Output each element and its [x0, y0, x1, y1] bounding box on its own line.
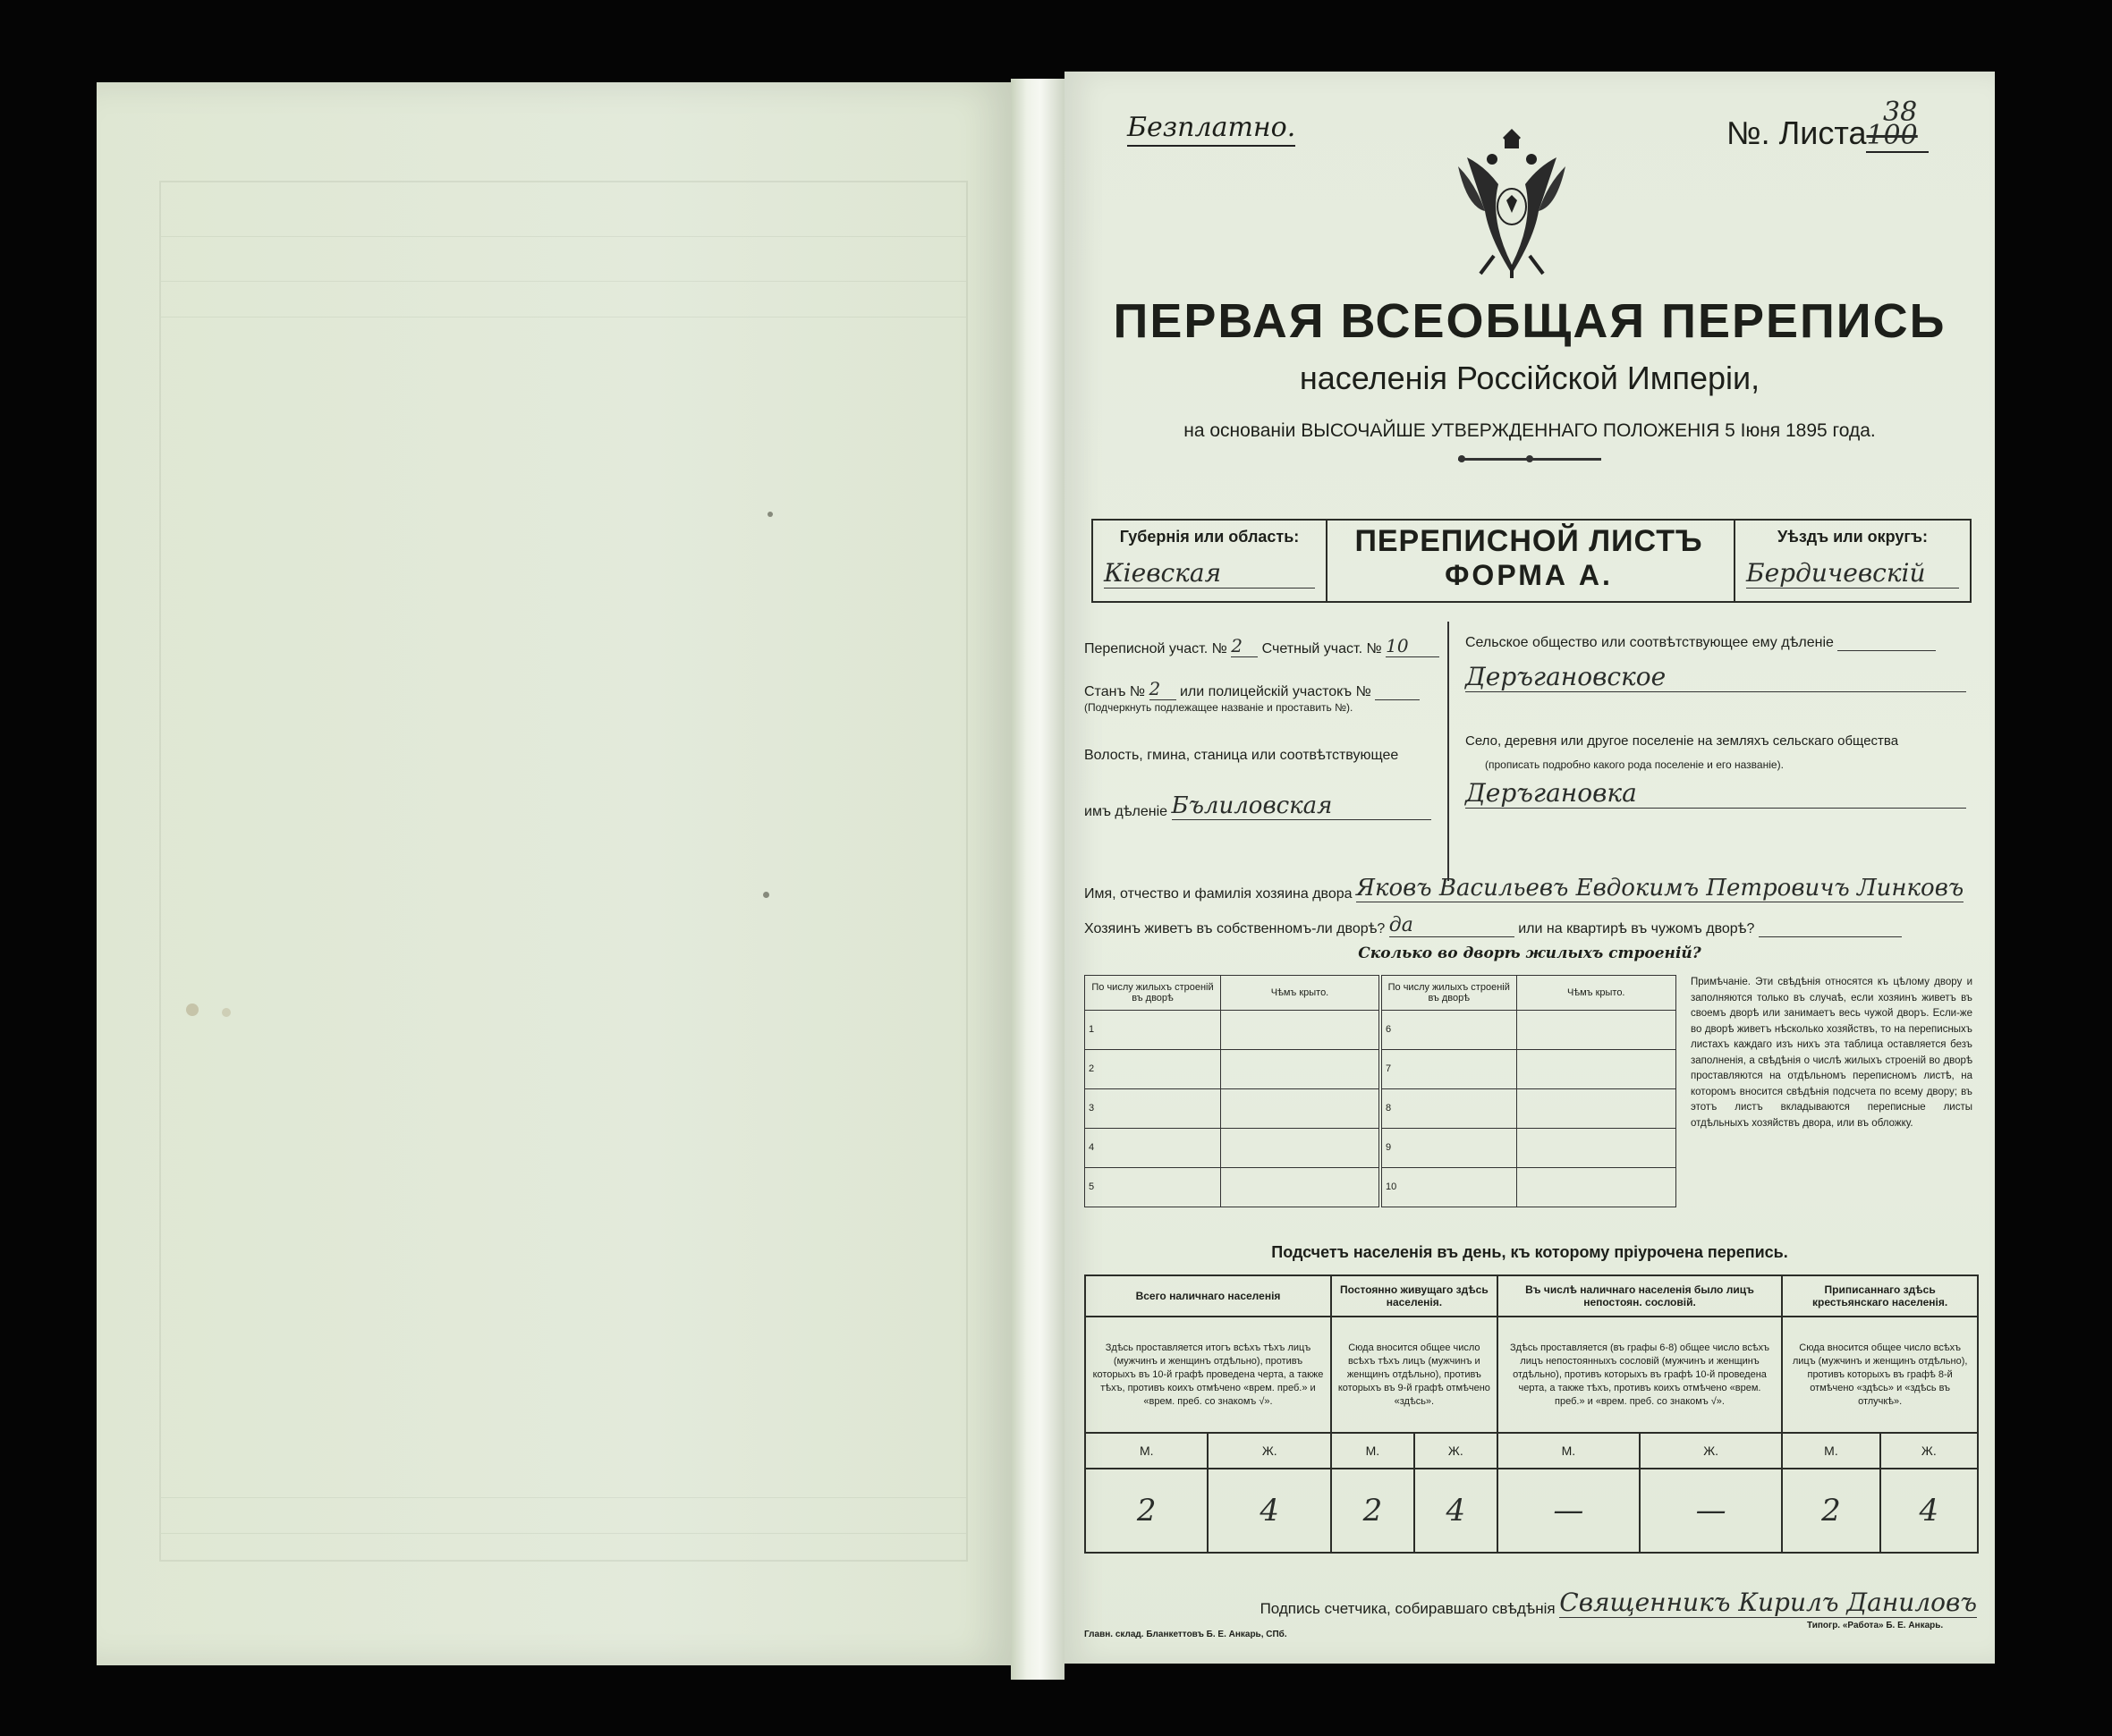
bleed-line	[161, 236, 966, 237]
police-district-label: или полицейскій участокъ №	[1179, 684, 1371, 699]
female-label: Ж.	[1640, 1433, 1782, 1469]
form-subtitle: населенія Россійской Имперіи,	[1299, 360, 1760, 396]
count-female-value: 4	[1880, 1469, 1978, 1553]
gubernia-label: Губернія или область:	[1119, 528, 1300, 546]
roof-cell	[1221, 1088, 1380, 1128]
sheet-number-label: №. Листа	[1726, 114, 1867, 151]
police-district-blank	[1375, 699, 1420, 700]
count-col-description: Сюда вносится общее число всѣхъ тѣхъ лицъ (мужчинъ и женщинъ отдѣльно), противъ которыхъ въ 9-й графѣ отмѣчено «здѣсь».	[1331, 1317, 1497, 1433]
free-label: Безплатно.	[1127, 112, 1295, 147]
sheet-number-handwritten: 38	[1883, 97, 1918, 128]
form-main-title: ПЕРВАЯ ВСЕОБЩАЯ ПЕРЕПИСЬ	[1113, 294, 1947, 348]
paper-stain	[186, 1003, 199, 1016]
field-divider	[1447, 622, 1449, 881]
census-sheet-label: ПЕРЕПИСНОЙ ЛИСТЪ	[1354, 524, 1703, 558]
col-roof-header: Чѣмъ крыто.	[1221, 976, 1380, 1011]
bleed-line	[161, 1533, 966, 1534]
count-col-description: Здѣсь проставляется итогъ всѣхъ тѣхъ лицъ (мужчинъ и женщинъ отдѣльно), противъ которыхъ въ 10-й графѣ проведена черта, а также тѣхъ, противъ коихъ отмѣчено «врем. преб.» и «врем. преб. со знакомъ √».	[1085, 1317, 1331, 1433]
imperial-eagle-emblem	[1449, 122, 1574, 283]
bleed-line	[161, 1497, 966, 1498]
census-district-value: 2	[1231, 635, 1258, 657]
male-label: М.	[1331, 1433, 1414, 1469]
count-male-value: —	[1497, 1469, 1640, 1553]
volost-label-2: имъ дѣленіе	[1084, 804, 1168, 819]
count-values-row	[1085, 1469, 1978, 1553]
society-label: Сельское общество или соотвѣтствующее ему дѣленіе	[1465, 635, 1834, 650]
row-number: 8	[1380, 1088, 1516, 1128]
book-spine	[1011, 79, 1064, 1680]
row-number: 4	[1085, 1128, 1221, 1167]
gubernia-box	[1091, 519, 1327, 603]
signature-value: Священникъ Кирилъ Даниловъ	[1559, 1588, 1977, 1617]
male-label: М.	[1497, 1433, 1640, 1469]
stan-line	[1084, 678, 1420, 700]
decorative-rule	[1458, 458, 1601, 461]
row-number: 2	[1085, 1049, 1221, 1088]
district-line	[1084, 635, 1439, 657]
village-note: (прописать подробно какого рода поселеніе и его названіе).	[1485, 758, 1784, 771]
signature-label: Подпись счетчика, собиравшаго свѣдѣнія	[1260, 1600, 1556, 1617]
count-col-description: Сюда вносится общее число всѣхъ лицъ (мужчинъ и женщинъ отдѣльно), противъ которыхъ въ графѣ 8-й отмѣчено «здѣсь» и «здѣсь въ отлучкѣ».	[1782, 1317, 1978, 1433]
female-label: Ж.	[1414, 1433, 1497, 1469]
roof-cell	[1221, 1167, 1380, 1207]
society-line	[1465, 635, 1936, 651]
bleed-through-frame	[159, 181, 968, 1562]
count-female-value: —	[1640, 1469, 1782, 1553]
village-label: Село, деревня или другое поселеніе на земляхъ сельскаго общества	[1465, 733, 1899, 749]
owner-line	[1084, 875, 1964, 902]
col-number-header: По числу жилыхъ строеній въ дворѣ	[1085, 976, 1221, 1011]
roof-cell	[1221, 1010, 1380, 1049]
society-value: Деръгановское	[1465, 662, 1966, 692]
owner-value: Яковъ Васильевъ Евдокимъ Петровичъ Линковъ	[1356, 875, 1964, 902]
legal-basis-line: на основаніи ВЫСОЧАЙШЕ УТВЕРЖДЕННАГО ПОЛОЖЕНІЯ 5 Іюня 1895 года.	[1183, 420, 1876, 441]
table-row	[1085, 1088, 1676, 1128]
row-number: 7	[1380, 1049, 1516, 1088]
volost-value: Бълиловская	[1172, 792, 1431, 820]
table-row	[1085, 1049, 1676, 1088]
uezd-box	[1734, 519, 1972, 603]
society-blank	[1837, 650, 1936, 651]
row-number: 10	[1380, 1167, 1516, 1207]
population-count-table	[1084, 1274, 1979, 1554]
male-label: М.	[1782, 1433, 1879, 1469]
roof-cell	[1516, 1167, 1676, 1207]
buildings-table	[1084, 975, 1676, 1207]
buildings-question: Сколько во дворѣ жилыхъ строеній?	[1358, 944, 1701, 962]
count-col-description: Здѣсь проставляется (въ графы 6-8) общее число всѣхъ лицъ непостоянныхъ сословій (мужчинъ и женщинъ отдѣльно), противъ которыхъ въ графѣ 10-й проведена черта, а также тѣхъ, противъ коихъ отмѣчено «врем. преб.» и «врем. преб. со знакомъ √».	[1497, 1317, 1783, 1433]
counting-district-value: 10	[1386, 635, 1439, 657]
row-number: 9	[1380, 1128, 1516, 1167]
stan-value: 2	[1149, 678, 1176, 700]
count-female-value: 4	[1414, 1469, 1497, 1553]
female-label: Ж.	[1880, 1433, 1978, 1469]
population-count-title: Подсчетъ населенія въ день, къ которому пріурочена перепись.	[1271, 1243, 1788, 1261]
male-label: М.	[1085, 1433, 1208, 1469]
roof-cell	[1516, 1128, 1676, 1167]
count-male-value: 2	[1782, 1469, 1879, 1553]
uezd-label: Уѣздъ или округъ:	[1777, 528, 1929, 546]
sex-header-row	[1085, 1433, 1978, 1469]
table-row	[1085, 1010, 1676, 1049]
count-col-header: Въ числѣ наличнаго населенія было лицъ непостоян. сословій.	[1497, 1275, 1783, 1317]
sheet-number-struck: 100	[1866, 120, 1929, 153]
volost-label-1: Волость, гмина, станица или соотвѣтствующее	[1084, 748, 1399, 763]
owner-label: Имя, отчество и фамилія хозяина двора	[1084, 886, 1353, 902]
count-col-header: Постоянно живущаго здѣсь населенія.	[1331, 1275, 1497, 1317]
paper-spot	[763, 892, 769, 898]
census-form-page	[1064, 72, 1995, 1664]
stan-label: Станъ №	[1084, 684, 1146, 699]
count-col-header: Приписаннаго здѣсь крестьянскаго населенія.	[1782, 1275, 1978, 1317]
uezd-value: Бердичевскій	[1746, 558, 1959, 589]
gubernia-value: Кіевская	[1104, 558, 1315, 589]
row-number: 1	[1085, 1010, 1221, 1049]
census-district-label: Переписной участ. №	[1084, 641, 1227, 656]
table-row	[1085, 1128, 1676, 1167]
left-blank-page	[97, 82, 1018, 1665]
roof-cell	[1221, 1049, 1380, 1088]
bleed-line	[161, 281, 966, 282]
col-roof-header: Чѣмъ крыто.	[1516, 976, 1676, 1011]
roof-cell	[1516, 1088, 1676, 1128]
female-label: Ж.	[1208, 1433, 1331, 1469]
residence-own-label: Хозяинъ живетъ въ собственномъ-ли дворѣ?	[1084, 921, 1386, 936]
roof-cell	[1516, 1049, 1676, 1088]
roof-cell	[1221, 1128, 1380, 1167]
volost-line	[1084, 792, 1431, 820]
stan-note: (Подчеркнуть подлежащее названіе и проставить №).	[1084, 701, 1353, 714]
count-col-header: Всего наличнаго населенія	[1085, 1275, 1331, 1317]
count-male-value: 2	[1331, 1469, 1414, 1553]
enumerator-signature-line	[1064, 1588, 1977, 1618]
residence-alt-blank	[1759, 936, 1902, 937]
row-number: 3	[1085, 1088, 1221, 1128]
table-row	[1085, 1167, 1676, 1207]
counting-district-label: Счетный участ. №	[1261, 641, 1382, 656]
printer-imprint-left: Главн. склад. Бланкеттовъ Б. Е. Анкарь, СПб.	[1084, 1630, 1287, 1639]
printer-imprint-right: Типогр. «Работа» Б. Е. Анкарь.	[1807, 1621, 1944, 1630]
buildings-note: Примѣчаніе. Эти свѣдѣнія относятся къ цѣлому двору и заполняются только въ случаѣ, если хозяинъ живетъ въ своемъ дворѣ или занимаетъ весь чужой дворъ. Если-же во дворѣ живетъ нѣсколько хозяйствъ, то на переписныхъ листахъ каждаго изъ нихъ эта таблица оставляется безъ заполненія, а свѣдѣнія о числѣ жилыхъ строеній во дворѣ проставляются на отдѣльномъ переписномъ листѣ, на которомъ вносится свѣдѣнія подсчета по всему двору; въ этотъ листъ вкладываются переписные листы отдѣльныхъ хозяйствъ двора, или въ обложку.	[1691, 977, 1972, 1129]
residence-alt-label: или на квартирѣ въ чужомъ дворѣ?	[1518, 921, 1755, 936]
paper-spot	[768, 512, 773, 517]
paper-stain	[222, 1008, 231, 1017]
village-value: Деръгановка	[1465, 778, 1966, 809]
roof-cell	[1516, 1010, 1676, 1049]
row-number: 5	[1085, 1167, 1221, 1207]
count-male-value: 2	[1085, 1469, 1208, 1553]
bleed-line	[161, 317, 966, 318]
residence-own-value: да	[1389, 914, 1514, 937]
form-name: ФОРМА А.	[1445, 559, 1613, 591]
col-number-header: По числу жилыхъ строеній въ дворѣ	[1380, 976, 1516, 1011]
residence-line	[1084, 914, 1902, 937]
row-number: 6	[1380, 1010, 1516, 1049]
count-female-value: 4	[1208, 1469, 1331, 1553]
census-sheet-title	[1324, 519, 1734, 603]
